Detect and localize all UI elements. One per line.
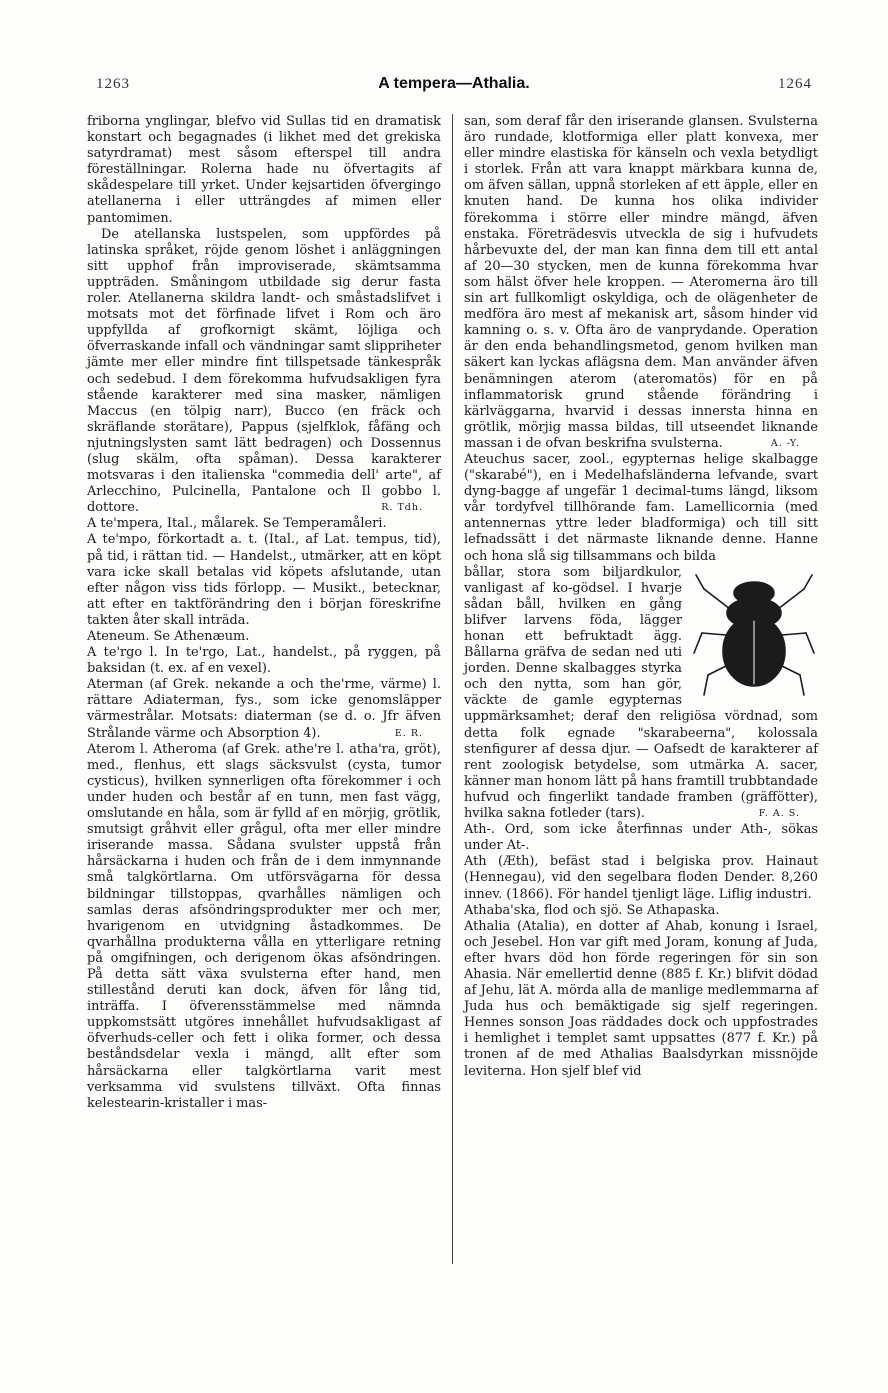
entry-athalia: Athalia (Atalia), en dotter af Ahab, konung i Israel, och Jesebel. Hon var gift med Joram, konung af Juda, efter hvars död hon förde regeringen för sin son Ahasia. När emellertid denne (885 f. Kr.) blifvit dödad af Jehu, lät A. mörda alla de manlige medlemmarna af Juda hus och bemäktigade sig sjelf regeringen. Hennes sonson Joas räddades dock och uppfostrades i hemlighet i templet samt uppsattes (877 f. Kr.) på tronen af de med Athalias Baalsdyrkan missnöjde leviterna. Hon sjelf blef vid (464, 918, 818, 1079)
author-signature: F. A. S. (758, 808, 800, 820)
entry-ateneum: Ateneum. Se Athenæum. (87, 629, 250, 644)
left-page-number: 1263 (96, 76, 130, 92)
column-divider (452, 114, 453, 1264)
entry-a-tergo: A te'rgo l. In te'rgo, Lat., handelst., på ryggen, på baksidan (t. ex. af en vexel). (87, 645, 441, 677)
entry-aterom-continued: san, som deraf får den iriserande glansen. Svulsterna äro rundade, klotformiga eller platt konvexa, mer eller mindre elastiska för känseln och vexla betydligt i storlek. Från att vara knappt märkbara kunna de, om äfven sällan, uppnå storleken af ett äpple, eller en knuten hand. De kunna hos olika individer förekomma i större eller mindre mängd, äfven enstaka. Företrädesvis utveckla de sig i hufvudets hårbevuxte del, der man kan finna dem till ett antal af 20—30 stycken, men de kunna förekomma hvar som hälst öfver hele kroppen. — Ateromerna äro till sin art fullkomligt oskyldiga, och de olägenheter de medföra äro mest af mekanisk art, såsom hinder vid kamning o. s. v. Ofta äro de vanprydande. Operation är den enda behandlingsmetod, genom hvilken man säkert kan lyckas aflägsna dem. Man använder äfven benämningen aterom (ateromatös) för en på inflammatorisk grund stående förändring i kärlväggarna, hvarvid i dessas innersta hinna en grötlik, mörjig massa bildas, till utseendet liknande massan i de ofvan beskrifna svulsterna. A. -Y. (464, 114, 818, 451)
entry-atellan-paragraph: De atellanska lustspelen, som uppfördes på latinska språket, röjde genom löshet i anläggningen sitt upphof från improviserade, skämtsamma uppträden. Småningom utbildade sig derur fasta roler. Atellanerna skildra landt- och småstadslifvet i motsats mot det förfinade lifvet i Rom och äro uppfyllda af grofkornigt skämt, löjliga och öfverraskande infall och vändningar samt slippriheter jämte mer eller mindre fint tillspetsade tänkespråk och sedebud. I dem förekomma hufvudsakligen fyra stående karakterer med sina masker, nämligen Maccus (en tölpig narr), Bucco (en fräck och skräflande storätare), Pappus (sjelfklok, fåfäng och njutningslysten samt lätt bedragen) och Dossennus (slug skälm, ofta spåman). Dessa karakterer motsvaras i den italienska "commedia dell' arte", af Arlecchino, Pulcinella, Pantalone och Il gobbo l. dottore. R. Tdh. (87, 226, 441, 516)
right-page-number: 1264 (778, 76, 812, 92)
entry-aterman: Aterman (af Grek. nekande a och the'rme, värme) l. rättare Adiaterman, fys., som icke genomsläpper värmestrålar. Motsats: diaterman (se d. o. Jfr äfven Strålande värme och Absorption 4). E. R. (87, 677, 441, 741)
entry-ateuchus-sacer-continued: bållar, stora som biljardkulor, vanligast af ko-gödsel. I hvarje sådan båll, hvilken en gång blifver larvens föda, lägger honan ett befruktadt ägg. Bållarna gräfva de sedan ned uti jorden. Denne skalbagges styrka och den nytta, som han gör, väckte de gamle egypternas uppmärksamhet; deraf den religiösa vördnad, som detta folk egnade "skarabeerna", kolossala stenfigurer af dessa djur. — Oafsedt de karakterer af rent zoologisk betydelse, som utmärka A. sacer, känner man honom lätt på hans framtill trubbtandade hufvud och fingerlikt tandade framben (gräffötter), hvilka sakna fotleder (tars). F. A. S. (464, 564, 818, 822)
scarab-beetle-icon (690, 569, 818, 699)
author-signature: E. R. (394, 727, 423, 739)
entry-atellan-continued: friborna ynglingar, blefvo vid Sullas tid en dramatisk konstart och begagnades (i likhet med det grekiska satyrdramat) mest såsom efterspel till andra föreställningar. Rolerna hade nu öfvertagits af skådespelare till yrket. Under kejsartiden öfvergingo atellanerna i eller utträngdes af mimen eller pantomimen. (87, 114, 441, 226)
entry-ath-prefix: Ath-. Ord, som icke återfinnas under Ath-, sökas under At-. (464, 822, 818, 854)
author-signature: R. Tdh. (381, 502, 423, 514)
right-column (464, 114, 818, 1080)
left-column (87, 114, 441, 1112)
entry-aterom: Aterom l. Atheroma (af Grek. athe're l. atha'ra, gröt), med., flenhus, ett slags säcksvulst (cysta, tumor cysticus), hvilken synnerligen ofta förekommer i och under huden och består af en tunn, men fast vägg, omslutande en håla, som är fylld af en mörjig, grötlik, smutsigt gråhvit eller grågul, ofta mer eller mindre iriserande massa. Sådana svulster uppstå från hårsäckarna i huden och från de i dem inmynnande små talgkörtlarna. Om utförsvägarna för dessa bildningar tillstoppas, qvarhålles nämligen och samlas deras afsöndringsprodukter mer och mer, hvarigenom en utvidgning åstadkommes. De qvarhållna produkterna vålla en ytterligare retning på omgifningen, och derigenom ökas afsöndringen. På detta sätt växa svulsterna efter hand, men stillestånd deruti kan dock, äfven för lång tid, inträffa. I öfverensstämmelse med nämnda uppkomstsätt utgöres innehållet hufvudsakligast af öfverhuds-celler och fett i olika former, och dessa beståndsdelar vexla i mängd, allt efter som hårsäckarna eller talgkörtlarna varit mest verksamma vid svulstens tillväxt. Ofta finnas kelestearin-kristaller i mas- (87, 741, 441, 1111)
entry-ateuchus-sacer: Ateuchus sacer, zool., egypternas helige skalbagge ("skarabé"), en i Medelhafsländerna lefvande, svart dyng-bagge af ungefär 1 decimal-tums längd, liksom vår tordyfvel tillhörande fam. Lamellicornia (med antennernas yttre leder bladformiga) och till sitt lefnadssätt i det närmaste liknande denne. Hanne och hona slå sig tillsammans och bilda (464, 451, 818, 564)
page-header (96, 76, 812, 98)
entry-a-tempera: A te'mpera, Ital., målarek. Se Temperamåleri. (87, 516, 387, 532)
entry-athabaska: Athaba'ska, flod och sjö. Se Athapaska. (464, 902, 720, 918)
entry-a-tempo: A te'mpo, förkortadt a. t. (Ital., af Lat. tempus, tid), på tid, i rättan tid. — Handelst., utmärker, att en köpt vara icke skall betalas vid köpets afslutande, utan efter någon viss tids förlopp. — Musikt., betecknar, att efter en taktförändring den i början föreskrifne takten åter skall inträda. (87, 532, 441, 628)
entry-ath: Ath (Æth), befäst stad i belgiska prov. Hainaut (Hennegau), vid den segelbara floden Dender. 8,260 innev. (1866). För handel tjenligt läge. Liflig industri. (464, 854, 818, 902)
author-signature: A. -Y. (770, 437, 800, 449)
running-title: A tempera—Athalia. (378, 75, 530, 92)
scarab-beetle-illustration (690, 569, 818, 699)
